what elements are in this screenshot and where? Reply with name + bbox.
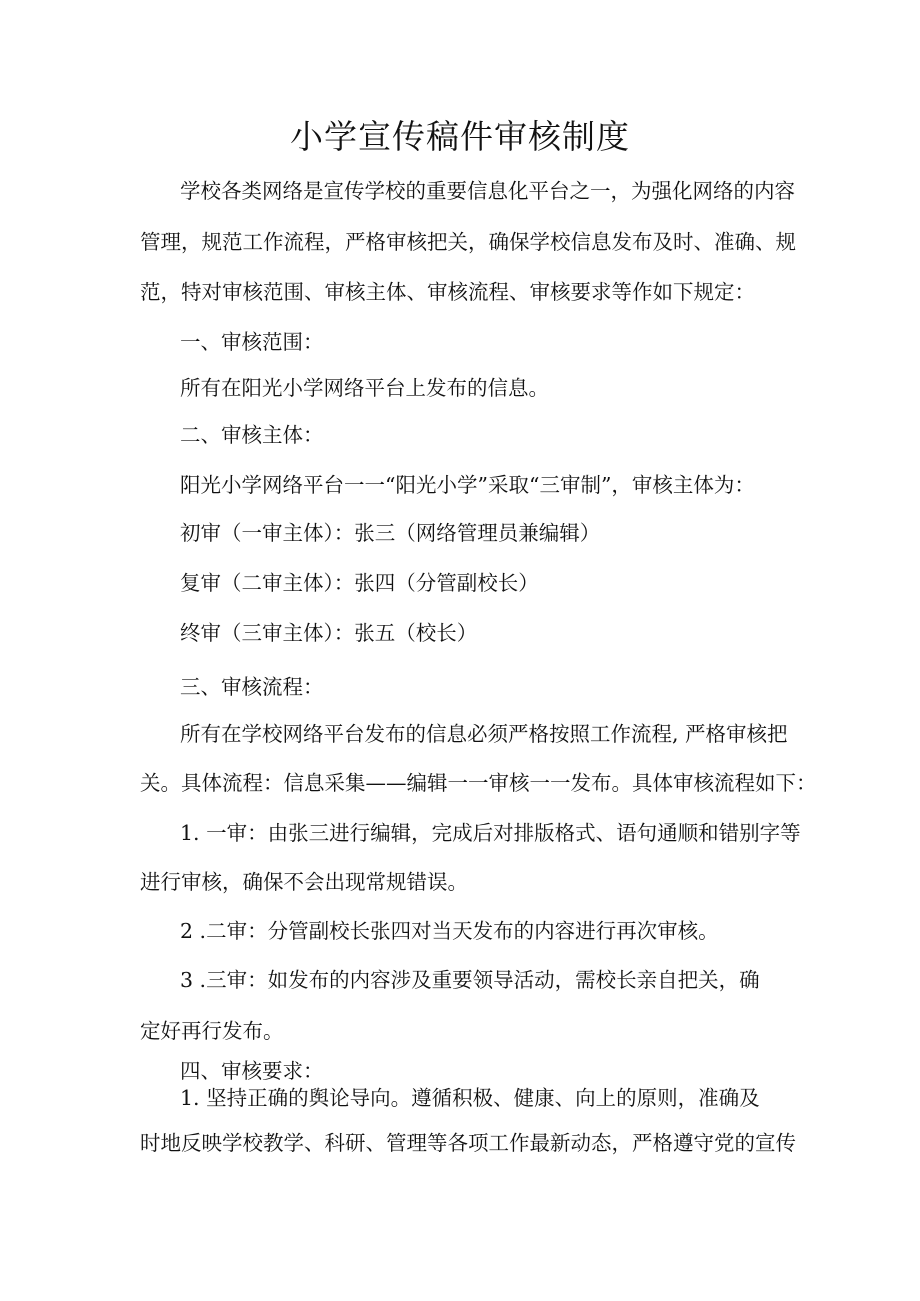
paragraph-line: 终审（三审主体）：张五（校长） (180, 621, 478, 645)
paragraph-line: 1. 坚持正确的舆论导向。遵循积极、健康、向上的原则，准确及 (180, 1086, 760, 1110)
paragraph-line: 范，特对审核范围、审核主体、审核流程、审核要求等作如下规定： (140, 280, 755, 304)
paragraph-line: 所有在阳光小学网络平台上发布的信息。 (180, 376, 549, 400)
section-heading: 一、审核范围： (180, 330, 324, 354)
paragraph-line: 2 .二审：分管副校长张四对当天发布的内容进行再次审核。 (180, 919, 719, 943)
paragraph-line: 初审（一审主体）：张三（网络管理员兼编辑） (180, 521, 601, 545)
paragraph-line: 所有在学校网络平台发布的信息必须严格按照工作流程, 严格审核把 (180, 722, 788, 746)
paragraph-line: 1. 一审：由张三进行编辑，完成后对排版格式、语句通顺和错别字等 (180, 821, 801, 845)
paragraph-line: 复审（二审主体）：张四（分管副校长） (180, 571, 539, 595)
document-title: 小学宣传稿件审核制度 (290, 117, 630, 156)
section-heading: 二、审核主体： (180, 423, 324, 447)
paragraph-line: 管理，规范工作流程，严格审核把关，确保学校信息发布及时、准确、规 (140, 230, 796, 254)
paragraph-line: 定好再行发布。 (140, 1019, 284, 1043)
paragraph-line: 学校各类网络是宣传学校的重要信息化平台之一，为强化网络的内容 (180, 179, 795, 203)
paragraph-line: 进行审核，确保不会出现常规错误。 (140, 870, 468, 894)
section-heading: 三、审核流程： (180, 675, 324, 699)
paragraph-line: 关。具体流程：信息采集——编辑一一审核一一发布。具体审核流程如下： (140, 771, 817, 795)
paragraph-line: 阳光小学网络平台一一“阳光小学”采取“三审制”，审核主体为： (180, 473, 755, 497)
paragraph-line: 3 .三审：如发布的内容涉及重要领导活动，需校长亲自把关，确 (180, 968, 760, 992)
paragraph-line: 时地反映学校教学、科研、管理等各项工作最新动态，严格遵守党的宣传 (140, 1131, 796, 1155)
section-heading: 四、审核要求： (180, 1059, 324, 1083)
